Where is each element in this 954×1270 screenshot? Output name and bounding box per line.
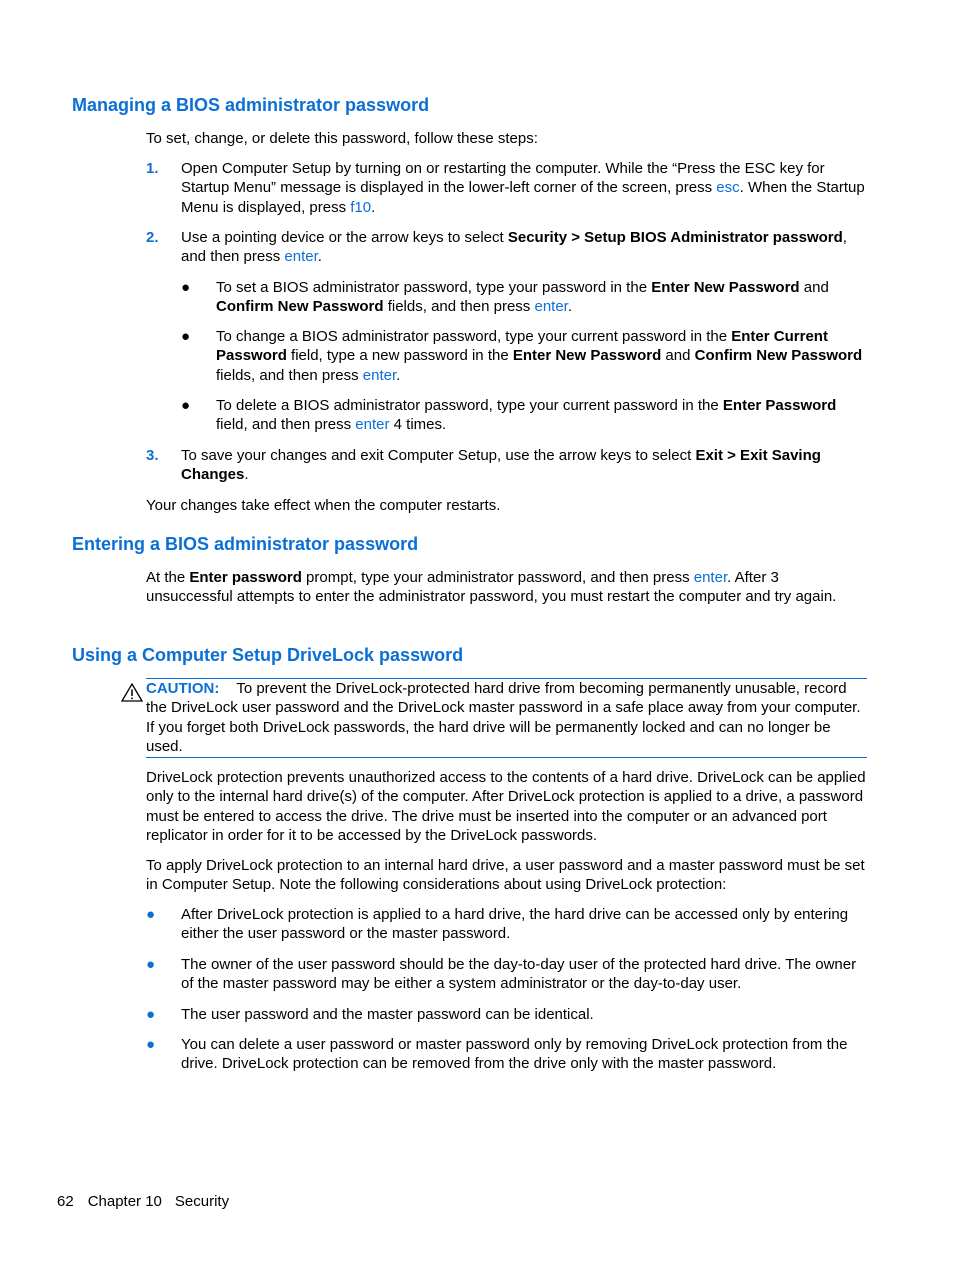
key-enter: enter	[534, 298, 568, 316]
drivelock-bullet-4: You can delete a user password or master password only by removing DriveLock protection from the drive. DriveLock protection can be removed from the drive only with the master password.	[181, 1036, 848, 1073]
key-enter: enter	[355, 416, 390, 434]
sub-bullet-2-text: To change a BIOS administrator password, type your current password in the Enter Current Password field, type a new password in the Enter New Password and Confirm New Password fields, and then press enter.	[216, 328, 863, 384]
chapter-title: Security	[174, 1193, 230, 1210]
chapter-label: Chapter 10	[87, 1193, 162, 1210]
intro-text: To set, change, or delete this password, follow these steps:	[146, 130, 538, 147]
drivelock-paragraph-2: To apply DriveLock protection to an internal hard drive, a user password and a master password must be set in Computer Setup. Note the following considerations about using DriveLock protection:	[146, 857, 865, 894]
drivelock-bullet-1: After DriveLock protection is applied to a hard drive, the hard drive can be accessed only by entering either the user password or the master password.	[181, 906, 849, 943]
section-heading-entering: Entering a BIOS administrator password	[72, 534, 419, 554]
entering-text: At the Enter password prompt, type your administrator password, and then press enter. After 3 unsuccessful attempts to enter the administrator password, you must restart the computer and try again.	[146, 569, 837, 606]
drivelock-bullet-2: The owner of the user password should be the day-to-day user of the protected hard drive. The owner of the master password may be either a system administrator or the day-to-day user.	[181, 956, 857, 993]
section-heading-managing: Managing a BIOS administrator password	[72, 95, 430, 115]
page-footer	[57, 1192, 229, 1211]
bullet-icon: ●	[181, 328, 191, 345]
key-enter: enter	[693, 569, 728, 586]
step-number: 3.	[146, 447, 159, 464]
bullet-icon: ●	[146, 1006, 156, 1023]
key-enter: enter	[284, 248, 318, 266]
bullet-icon: ●	[146, 956, 156, 973]
bullet-icon: ●	[181, 397, 191, 414]
caution-bottom-rule	[146, 757, 867, 758]
bullet-icon: ●	[146, 1036, 156, 1053]
key-f10: f10	[350, 198, 372, 216]
sub-bullet-3-text: To delete a BIOS administrator password, type your current password in the Enter Password field, and then press enter 4 times.	[216, 397, 837, 434]
warning-triangle-icon	[121, 683, 143, 707]
key-enter: enter	[362, 366, 397, 384]
bullet-icon: ●	[146, 906, 156, 923]
step-number: 1.	[146, 160, 159, 177]
page-number: 62	[57, 1193, 74, 1210]
step-1-text: Open Computer Setup by turning on or restarting the computer. While the “Press the ESC key for Startup Menu” message is displayed in the lower-left corner of the screen, press esc. When the Startup Menu is displayed, press f10.	[181, 160, 865, 216]
caution-text: CAUTION: To prevent the DriveLock-protected hard drive from becoming permanently unusable, record the DriveLock user password and the DriveLock master password in a safe place away from your computer. If you forget both DriveLock passwords, the hard drive will be permanently locked and can no longer be used.	[146, 680, 861, 756]
caution-label: CAUTION:	[146, 680, 220, 697]
bullet-icon: ●	[181, 279, 191, 296]
outro-text: Your changes take effect when the computer restarts.	[146, 497, 501, 514]
step-2-text: Use a pointing device or the arrow keys to select Security > Setup BIOS Administrator password, and then press enter.	[181, 229, 847, 266]
key-esc: esc	[716, 179, 740, 197]
section-heading-drivelock: Using a Computer Setup DriveLock password	[72, 645, 464, 665]
drivelock-bullet-3: The user password and the master password can be identical.	[181, 1006, 594, 1023]
step-number: 2.	[146, 229, 159, 246]
step-3-text: To save your changes and exit Computer Setup, use the arrow keys to select Exit > Exit Saving Changes.	[181, 447, 821, 484]
drivelock-paragraph-1: DriveLock protection prevents unauthorized access to the contents of a hard drive. DriveLock can be applied only to the internal hard drive(s) of the computer. After DriveLock protection is applied to a drive, a password must be entered to access the drive. The drive must be inserted into the computer or an advanced port replicator in order for it to be accessed by the DriveLock passwords.	[146, 769, 866, 845]
sub-bullet-1-text: To set a BIOS administrator password, type your password in the Enter New Password and Confirm New Password fields, and then press enter.	[216, 279, 829, 316]
